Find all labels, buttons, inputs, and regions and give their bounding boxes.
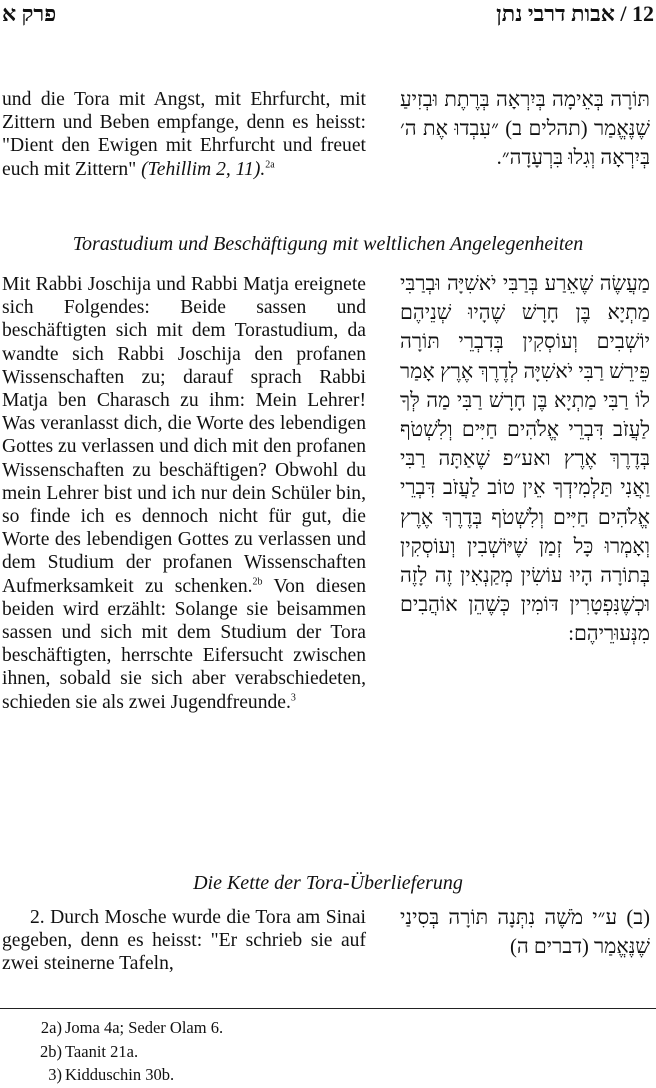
- footnote-number: 3): [48, 1065, 62, 1084]
- german-paragraph-1: [2, 88, 366, 181]
- footnote-number: 2b): [40, 1041, 62, 1061]
- running-header: [0, 0, 656, 40]
- chapter-label: פרק א: [2, 1, 57, 26]
- footnotes: [18, 1016, 223, 1087]
- hebrew-paragraph-1: תּוֹרָה בְּאֵימָה בְּיִרְאָה בְּרֶתֶת וּבְזִיעַ שֶׁנֶּאֱמַר (תהלים ב) ״עִבְדוּ אֶת ה׳ בְּיִרְאָה וְגִלוּ בִּרְעָדָה״.: [400, 89, 650, 170]
- footnote-divider: [0, 1008, 656, 1009]
- german-paragraph-2: [2, 273, 366, 714]
- footnote-text: Joma 4a; Seder Olam 6.: [65, 1018, 224, 1037]
- bible-reference: (Tehillim 2, 11).: [141, 158, 266, 180]
- page-number-and-book-title: 12 / אבות דרבי נתן: [496, 1, 654, 26]
- german-text: Mit Rabbi Joschija und Rabbi Matja ereignete sich Folgendes: Beide sassen und beschäftigten sich mit dem Torastudium, da wandte sich Rabbi Joschija den profanen Wissenschaften zu; darauf sprach Rabbi Matja ben Charasch zu ihm: Mein Lehrer! Was veranlasst dich, die Worte des lebendigen Gottes zu verlassen und dich mit den profanen Wissenschaften zu beschäftigen? Obwohl du mein Lehrer bist und ich nur dein Schüler bin, so finde ich es dennoch nicht für gut, die Worte des lebendigen Gottes zu verlassen und dem Studium der profanen Wissenschaften Aufmerksamkeit zu schenken.: [2, 274, 367, 597]
- footnote-text: Kidduschin 30b.: [65, 1065, 175, 1084]
- footnote-3: [18, 1063, 223, 1087]
- footnote-number: 2a): [40, 1018, 62, 1037]
- footnote-marker: 2b: [252, 576, 263, 588]
- footnote-2b: [18, 1040, 223, 1064]
- section-heading-torastudium: Torastudium und Beschäftigung mit weltlichen Angelegenheiten: [72, 233, 584, 255]
- footnote-marker: 3: [290, 692, 296, 704]
- hebrew-paragraph-2: מַעֲשֶׂה שֶׁאֵרַע בְּרַבִּי יֹאשִׁיָּה וּבְרַבִּי מַתְיָא בֶּן חָרָשׁ שֶׁהָיוּ שְׁנֵיהֶם יוֹשְׁבִים וְעוֹסְקִין בְּדִבְרֵי תּוֹרָה פֵּירֵשׁ רַבִּי יֹאשִׁיָּה לְדֶרֶךְ אֶרֶץ אָמַר לוֹ רַבִּי מַתְיָא בֶּן חָרָשׁ רַבִּי מַה לְּךָ לַעֲזֹב דִּבְרֵי אֱלֹהִים חַיִּים וְלִשְׁטֹף בְּדֶרֶךְ אֶרֶץ ואע״פ שֶׁאַתָּה רַבִּי וַאֲנִי תַּלְמִידְךָ אֵין טוֹב לַעֲזֹב דִּבְרֵי אֱלֹהִים חַיִּים וְלִשְׁטֹף בְּדֶרֶךְ אֶרֶץ וְאָמְרוּ כָּל זְמַן שֶׁיּוֹשְׁבִין וְעוֹסְקִין בְּתוֹרָה הָיוּ עוֹשִׂין מְקַנְאִין זֶה לָזֶה וּכְשֶׁנִּפְטָרִין דּוֹמִין כְּשֶׁהֵן אוֹהֲבִים מִנְּעוּרֵיהֶם:: [400, 273, 650, 646]
- hebrew-paragraph-3: (ב) ע״י מֹשֶׁה נִתְּנָה תּוֹרָה בְּסִינַי שֶׁנֶּאֱמַר (דברים ה): [400, 907, 650, 959]
- german-paragraph-3: 2. Durch Mosche wurde die Tora am Sinai gegeben, denn es heisst: "Er schrieb sie auf zwei steinerne Tafeln,: [2, 907, 366, 975]
- german-text: und die Tora mit Angst, mit Ehrfurcht, mit Zittern und Beben empfange, denn es heisst: "Dient den Ewigen mit Ehrfurcht und freuet euch mit Zittern": [2, 89, 366, 180]
- section-heading-tora-kette: Die Kette der Tora-Überlieferung: [193, 872, 463, 894]
- footnote-text: Taanit 21a.: [65, 1041, 139, 1061]
- footnote-2a: [18, 1016, 223, 1040]
- german-text-continued: Von diesen beiden wird erzählt: Solange sie beisammen sassen und sich mit dem Studium der Tora beschäftigten, herrschte Eifersucht zwischen ihnen, sobald sie sich aber verabschiedeten, schieden sie als zwei Jugendfreunde.: [2, 575, 367, 713]
- footnote-marker: 2a: [265, 159, 275, 171]
